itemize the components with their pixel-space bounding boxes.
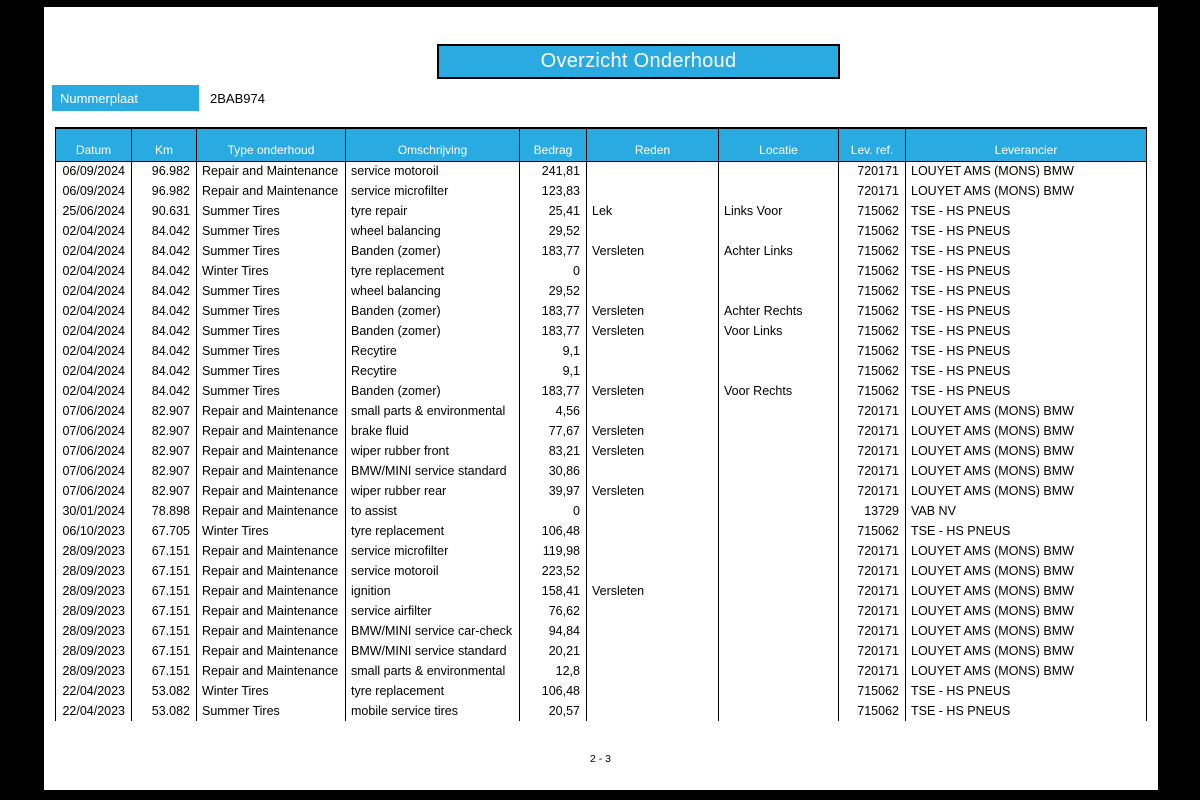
cell-reden [587,181,719,201]
cell-locatie [719,661,839,681]
cell-km: 84.042 [132,341,197,361]
cell-type-onderhoud: Repair and Maintenance [197,461,346,481]
cell-type-onderhoud: Repair and Maintenance [197,441,346,461]
cell-locatie [719,281,839,301]
cell-locatie [719,521,839,541]
cell-reden [587,621,719,641]
cell-km: 84.042 [132,241,197,261]
cell-leverancier: TSE - HS PNEUS [906,701,1147,721]
cell-omschrijving: ignition [346,581,520,601]
cell-leverancier: LOUYET AMS (MONS) BMW [906,421,1147,441]
page-number: 2 - 3 [589,753,611,765]
cell-omschrijving: Banden (zomer) [346,381,520,401]
cell-bedrag: 183,77 [520,321,587,341]
table-header [56,128,1147,161]
cell-locatie: Voor Rechts [719,381,839,401]
cell-km: 84.042 [132,361,197,381]
cell-bedrag: 20,21 [520,641,587,661]
table-row [56,441,1147,461]
cell-reden [587,561,719,581]
cell-km: 67.151 [132,601,197,621]
cell-leverancier: LOUYET AMS (MONS) BMW [906,601,1147,621]
cell-bedrag: 83,21 [520,441,587,461]
cell-lev-ref: 715062 [839,221,906,241]
cell-km: 53.082 [132,701,197,721]
column-header-lev-ref: Lev. ref. [839,128,906,161]
cell-reden: Versleten [587,441,719,461]
column-header-omschrijving: Omschrijving [346,128,520,161]
cell-leverancier: TSE - HS PNEUS [906,321,1147,341]
cell-bedrag: 20,57 [520,701,587,721]
table-row [56,281,1147,301]
cell-omschrijving: tyre replacement [346,261,520,281]
table-row [56,381,1147,401]
cell-km: 67.151 [132,661,197,681]
cell-type-onderhoud: Repair and Maintenance [197,161,346,181]
column-header-km: Km [132,128,197,161]
cell-bedrag: 77,67 [520,421,587,441]
cell-datum: 07/06/2024 [56,421,132,441]
cell-lev-ref: 720171 [839,181,906,201]
cell-km: 84.042 [132,321,197,341]
cell-reden: Versleten [587,421,719,441]
table-row [56,481,1147,501]
cell-bedrag: 29,52 [520,281,587,301]
cell-omschrijving: tyre replacement [346,521,520,541]
cell-omschrijving: mobile service tires [346,701,520,721]
cell-leverancier: TSE - HS PNEUS [906,361,1147,381]
table-row [56,221,1147,241]
cell-lev-ref: 715062 [839,701,906,721]
cell-locatie [719,261,839,281]
cell-reden [587,361,719,381]
table-row [56,241,1147,261]
cell-km: 84.042 [132,261,197,281]
cell-bedrag: 76,62 [520,601,587,621]
cell-omschrijving: Banden (zomer) [346,301,520,321]
cell-lev-ref: 715062 [839,381,906,401]
cell-lev-ref: 720171 [839,461,906,481]
cell-lev-ref: 720171 [839,661,906,681]
cell-locatie [719,581,839,601]
cell-locatie [719,481,839,501]
table-row [56,661,1147,681]
cell-datum: 07/06/2024 [56,401,132,421]
cell-type-onderhoud: Summer Tires [197,201,346,221]
cell-reden: Versleten [587,481,719,501]
cell-leverancier: LOUYET AMS (MONS) BMW [906,161,1147,181]
table-row [56,341,1147,361]
cell-lev-ref: 720171 [839,641,906,661]
table-row [56,461,1147,481]
cell-omschrijving: service motoroil [346,561,520,581]
cell-reden: Versleten [587,241,719,261]
cell-lev-ref: 715062 [839,321,906,341]
cell-km: 96.982 [132,181,197,201]
cell-locatie: Links Voor [719,201,839,221]
cell-leverancier: LOUYET AMS (MONS) BMW [906,641,1147,661]
cell-reden [587,261,719,281]
cell-leverancier: TSE - HS PNEUS [906,341,1147,361]
cell-lev-ref: 720171 [839,481,906,501]
cell-lev-ref: 720171 [839,581,906,601]
cell-bedrag: 94,84 [520,621,587,641]
cell-reden: Lek [587,201,719,221]
cell-locatie [719,461,839,481]
table-row [56,321,1147,341]
cell-km: 67.151 [132,641,197,661]
cell-reden: Versleten [587,301,719,321]
table-row [56,201,1147,221]
cell-lev-ref: 715062 [839,201,906,221]
table-row [56,421,1147,441]
cell-leverancier: TSE - HS PNEUS [906,261,1147,281]
cell-km: 82.907 [132,421,197,441]
cell-leverancier: LOUYET AMS (MONS) BMW [906,441,1147,461]
cell-datum: 07/06/2024 [56,461,132,481]
cell-locatie: Voor Links [719,321,839,341]
report-title-box [437,44,840,79]
cell-type-onderhoud: Repair and Maintenance [197,541,346,561]
cell-datum: 22/04/2023 [56,701,132,721]
cell-km: 84.042 [132,301,197,321]
cell-lev-ref: 720171 [839,421,906,441]
cell-datum: 07/06/2024 [56,481,132,501]
cell-type-onderhoud: Repair and Maintenance [197,501,346,521]
cell-type-onderhoud: Repair and Maintenance [197,181,346,201]
cell-type-onderhoud: Summer Tires [197,221,346,241]
cell-reden [587,401,719,421]
cell-bedrag: 25,41 [520,201,587,221]
cell-type-onderhoud: Winter Tires [197,681,346,701]
table-row [56,521,1147,541]
table-row [56,181,1147,201]
cell-km: 82.907 [132,401,197,421]
cell-bedrag: 123,83 [520,181,587,201]
cell-bedrag: 106,48 [520,681,587,701]
cell-datum: 06/09/2024 [56,161,132,181]
cell-reden [587,461,719,481]
cell-reden [587,161,719,181]
cell-leverancier: LOUYET AMS (MONS) BMW [906,461,1147,481]
cell-type-onderhoud: Winter Tires [197,261,346,281]
cell-locatie [719,361,839,381]
cell-bedrag: 183,77 [520,241,587,261]
cell-datum: 06/10/2023 [56,521,132,541]
cell-reden [587,501,719,521]
maintenance-table [55,127,1147,721]
cell-bedrag: 0 [520,501,587,521]
column-header-leverancier: Leverancier [906,128,1147,161]
table-row [56,301,1147,321]
cell-omschrijving: service airfilter [346,601,520,621]
cell-omschrijving: tyre repair [346,201,520,221]
cell-leverancier: LOUYET AMS (MONS) BMW [906,621,1147,641]
cell-km: 82.907 [132,481,197,501]
cell-leverancier: TSE - HS PNEUS [906,241,1147,261]
cell-bedrag: 223,52 [520,561,587,581]
cell-bedrag: 9,1 [520,361,587,381]
cell-omschrijving: BMW/MINI service car-check [346,621,520,641]
cell-omschrijving: wheel balancing [346,281,520,301]
cell-lev-ref: 715062 [839,341,906,361]
cell-datum: 02/04/2024 [56,261,132,281]
cell-lev-ref: 720171 [839,541,906,561]
cell-datum: 28/09/2023 [56,601,132,621]
cell-lev-ref: 715062 [839,681,906,701]
cell-lev-ref: 720171 [839,401,906,421]
column-header-reden: Reden [587,128,719,161]
cell-leverancier: TSE - HS PNEUS [906,301,1147,321]
cell-km: 82.907 [132,461,197,481]
cell-datum: 30/01/2024 [56,501,132,521]
cell-omschrijving: service motoroil [346,161,520,181]
cell-locatie [719,641,839,661]
cell-datum: 02/04/2024 [56,381,132,401]
cell-bedrag: 9,1 [520,341,587,361]
license-plate-label: Nummerplaat [52,85,199,111]
cell-locatie [719,161,839,181]
cell-lev-ref: 715062 [839,521,906,541]
cell-omschrijving: Banden (zomer) [346,241,520,261]
cell-omschrijving: Recytire [346,341,520,361]
cell-type-onderhoud: Summer Tires [197,381,346,401]
cell-reden [587,681,719,701]
cell-type-onderhoud: Repair and Maintenance [197,581,346,601]
cell-bedrag: 106,48 [520,521,587,541]
cell-datum: 25/06/2024 [56,201,132,221]
cell-reden [587,521,719,541]
cell-locatie [719,501,839,521]
cell-type-onderhoud: Summer Tires [197,361,346,381]
table-row [56,581,1147,601]
cell-leverancier: TSE - HS PNEUS [906,381,1147,401]
cell-km: 84.042 [132,381,197,401]
cell-bedrag: 30,86 [520,461,587,481]
cell-datum: 07/06/2024 [56,441,132,461]
cell-lev-ref: 13729 [839,501,906,521]
cell-locatie [719,601,839,621]
cell-type-onderhoud: Summer Tires [197,341,346,361]
cell-locatie [719,181,839,201]
cell-reden [587,281,719,301]
cell-lev-ref: 720171 [839,621,906,641]
cell-lev-ref: 720171 [839,601,906,621]
column-header-type-onderhoud: Type onderhoud [197,128,346,161]
cell-type-onderhoud: Repair and Maintenance [197,621,346,641]
cell-locatie [719,681,839,701]
table-row [56,501,1147,521]
cell-type-onderhoud: Summer Tires [197,281,346,301]
cell-reden: Versleten [587,321,719,341]
cell-leverancier: LOUYET AMS (MONS) BMW [906,481,1147,501]
cell-bedrag: 241,81 [520,161,587,181]
cell-omschrijving: service microfilter [346,181,520,201]
cell-km: 96.982 [132,161,197,181]
cell-km: 67.151 [132,621,197,641]
cell-datum: 02/04/2024 [56,321,132,341]
cell-lev-ref: 720171 [839,561,906,581]
cell-leverancier: LOUYET AMS (MONS) BMW [906,181,1147,201]
cell-omschrijving: wiper rubber front [346,441,520,461]
cell-lev-ref: 715062 [839,301,906,321]
cell-datum: 28/09/2023 [56,641,132,661]
cell-bedrag: 119,98 [520,541,587,561]
column-header-datum: Datum [56,128,132,161]
cell-omschrijving: tyre replacement [346,681,520,701]
table-row [56,701,1147,721]
cell-omschrijving: Banden (zomer) [346,321,520,341]
cell-type-onderhoud: Repair and Maintenance [197,641,346,661]
cell-lev-ref: 715062 [839,261,906,281]
report-title: Overzicht Onderhoud [540,50,737,72]
cell-type-onderhoud: Summer Tires [197,321,346,341]
cell-locatie [719,341,839,361]
cell-bedrag: 29,52 [520,221,587,241]
cell-bedrag: 39,97 [520,481,587,501]
cell-leverancier: LOUYET AMS (MONS) BMW [906,581,1147,601]
cell-type-onderhoud: Summer Tires [197,701,346,721]
column-header-bedrag: Bedrag [520,128,587,161]
cell-reden [587,221,719,241]
cell-locatie [719,401,839,421]
cell-bedrag: 158,41 [520,581,587,601]
cell-locatie [719,421,839,441]
cell-datum: 28/09/2023 [56,621,132,641]
cell-bedrag: 12,8 [520,661,587,681]
cell-leverancier: LOUYET AMS (MONS) BMW [906,661,1147,681]
cell-leverancier: LOUYET AMS (MONS) BMW [906,541,1147,561]
cell-km: 78.898 [132,501,197,521]
cell-km: 82.907 [132,441,197,461]
cell-datum: 02/04/2024 [56,341,132,361]
license-plate-value: 2BAB974 [210,90,265,106]
cell-type-onderhoud: Repair and Maintenance [197,561,346,581]
cell-datum: 28/09/2023 [56,561,132,581]
cell-leverancier: TSE - HS PNEUS [906,281,1147,301]
cell-reden: Versleten [587,381,719,401]
cell-leverancier: TSE - HS PNEUS [906,681,1147,701]
cell-km: 67.151 [132,541,197,561]
cell-type-onderhoud: Repair and Maintenance [197,601,346,621]
cell-leverancier: TSE - HS PNEUS [906,201,1147,221]
cell-omschrijving: BMW/MINI service standard [346,641,520,661]
report-page [44,7,1158,790]
table-row [56,641,1147,661]
cell-datum: 28/09/2023 [56,661,132,681]
cell-datum: 28/09/2023 [56,541,132,561]
cell-km: 67.705 [132,521,197,541]
cell-omschrijving: service microfilter [346,541,520,561]
table-row [56,621,1147,641]
cell-lev-ref: 715062 [839,241,906,261]
cell-reden [587,541,719,561]
cell-reden [587,701,719,721]
table-row [56,541,1147,561]
table-row [56,601,1147,621]
cell-type-onderhoud: Summer Tires [197,241,346,261]
cell-omschrijving: Recytire [346,361,520,381]
table-row [56,561,1147,581]
cell-lev-ref: 720171 [839,161,906,181]
cell-leverancier: LOUYET AMS (MONS) BMW [906,561,1147,581]
cell-leverancier: LOUYET AMS (MONS) BMW [906,401,1147,421]
cell-lev-ref: 715062 [839,361,906,381]
cell-km: 84.042 [132,221,197,241]
cell-locatie [719,541,839,561]
cell-locatie [719,621,839,641]
cell-bedrag: 183,77 [520,381,587,401]
cell-datum: 02/04/2024 [56,361,132,381]
cell-reden: Versleten [587,581,719,601]
table-row [56,681,1147,701]
cell-locatie [719,561,839,581]
cell-km: 53.082 [132,681,197,701]
cell-leverancier: TSE - HS PNEUS [906,521,1147,541]
cell-type-onderhoud: Repair and Maintenance [197,661,346,681]
table-row [56,261,1147,281]
cell-type-onderhoud: Winter Tires [197,521,346,541]
table-row [56,401,1147,421]
cell-datum: 02/04/2024 [56,241,132,261]
cell-locatie [719,441,839,461]
cell-omschrijving: wiper rubber rear [346,481,520,501]
cell-type-onderhoud: Repair and Maintenance [197,401,346,421]
cell-locatie [719,221,839,241]
table-row [56,161,1147,181]
cell-km: 90.631 [132,201,197,221]
cell-datum: 06/09/2024 [56,181,132,201]
cell-leverancier: TSE - HS PNEUS [906,221,1147,241]
cell-reden [587,641,719,661]
cell-km: 84.042 [132,281,197,301]
column-header-locatie: Locatie [719,128,839,161]
cell-omschrijving: BMW/MINI service standard [346,461,520,481]
cell-bedrag: 0 [520,261,587,281]
cell-bedrag: 183,77 [520,301,587,321]
cell-leverancier: VAB NV [906,501,1147,521]
cell-km: 67.151 [132,561,197,581]
cell-reden [587,661,719,681]
cell-omschrijving: wheel balancing [346,221,520,241]
cell-type-onderhoud: Summer Tires [197,301,346,321]
cell-datum: 02/04/2024 [56,221,132,241]
cell-lev-ref: 720171 [839,441,906,461]
cell-datum: 28/09/2023 [56,581,132,601]
cell-omschrijving: brake fluid [346,421,520,441]
cell-lev-ref: 715062 [839,281,906,301]
cell-omschrijving: small parts & environmental [346,661,520,681]
cell-datum: 22/04/2023 [56,681,132,701]
cell-locatie: Achter Links [719,241,839,261]
cell-omschrijving: to assist [346,501,520,521]
table-row [56,361,1147,381]
cell-km: 67.151 [132,581,197,601]
cell-locatie: Achter Rechts [719,301,839,321]
cell-reden [587,601,719,621]
cell-type-onderhoud: Repair and Maintenance [197,481,346,501]
cell-datum: 02/04/2024 [56,281,132,301]
table-body [56,161,1147,721]
cell-locatie [719,701,839,721]
cell-reden [587,341,719,361]
cell-bedrag: 4,56 [520,401,587,421]
cell-omschrijving: small parts & environmental [346,401,520,421]
cell-type-onderhoud: Repair and Maintenance [197,421,346,441]
cell-datum: 02/04/2024 [56,301,132,321]
